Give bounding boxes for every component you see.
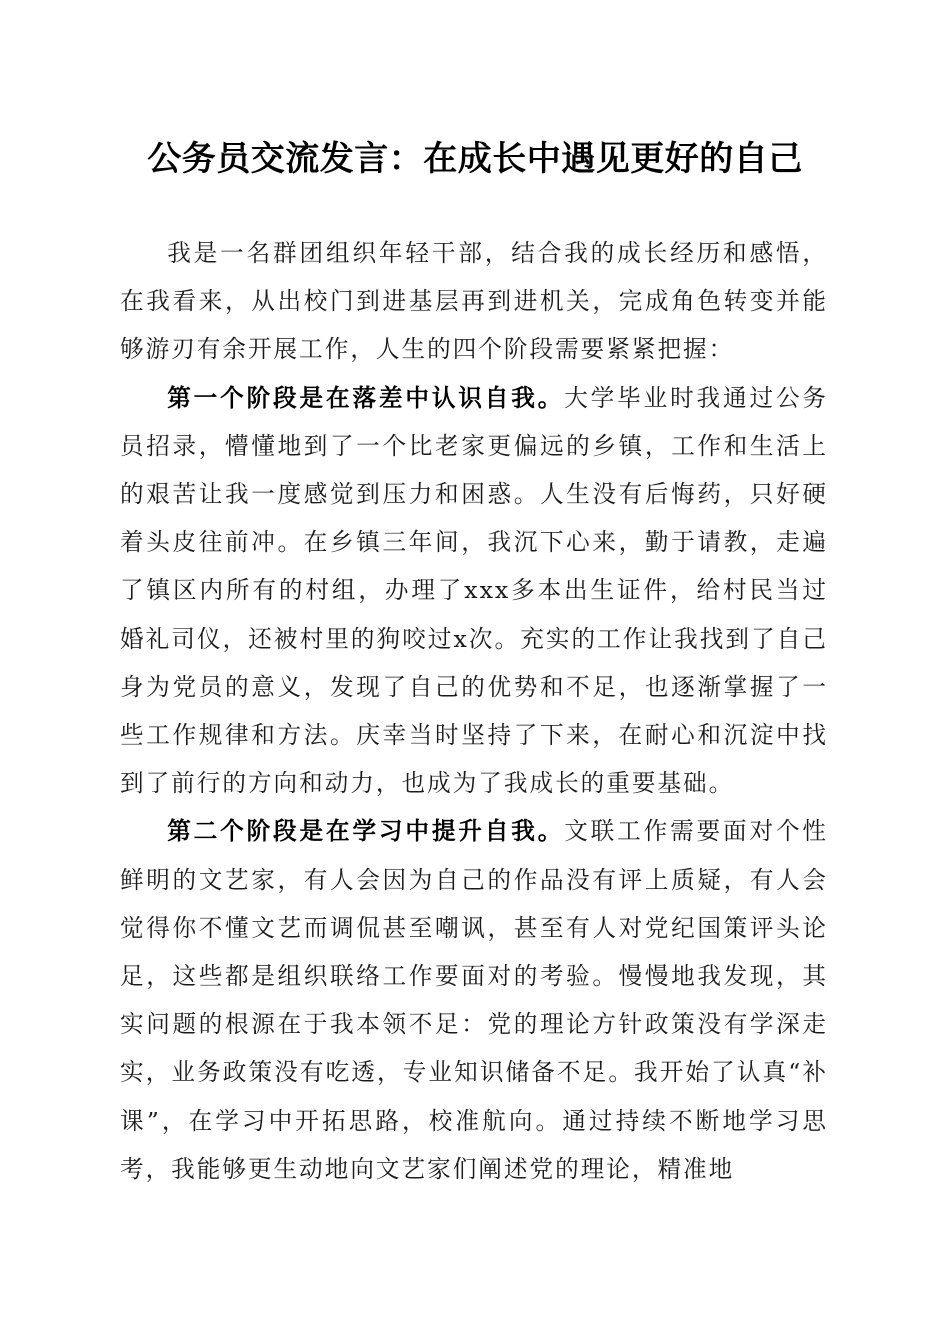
document-title: 公务员交流发言：在成长中遇见更好的自己 [147, 139, 803, 179]
document-body [120, 229, 828, 1193]
paragraph-stage-two [120, 807, 828, 1193]
paragraph-stage-one [120, 374, 828, 808]
paragraph-intro [120, 229, 828, 374]
paragraph-lead-heading: 第一个阶段是在落差中认识自我。 [167, 383, 565, 412]
paragraph-text: 大学毕业时我通过公务员招录，懵懂地到了一个比老家更偏远的乡镇，工作和生活上的艰苦让我一度感觉到压力和困惑。人生没有后悔药，只好硬着头皮往前冲。在乡镇三年间，我沉下心来，勤于请教，走遍了镇区内所有的村组，办理了xxx多本出生证件，给村民当过婚礼司仪，还被村里的狗咬过x次。充实的工作让我找到了自己身为党员的意义，发现了自己的优势和不足，也逐渐掌握了一些工作规律和方法。庆幸当时坚持了下来，在耐心和沉淀中找到了前行的方向和动力，也成为了我成长的重要基础。 [120, 383, 829, 798]
paragraph-text: 我是一名群团组织年轻干部，结合我的成长经历和感悟，在我看来，从出校门到进基层再到进机关，完成角色转变并能够游刃有余开展工作，人生的四个阶段需要紧紧把握： [120, 239, 828, 364]
paragraph-lead-heading: 第二个阶段是在学习中提升自我。 [167, 817, 565, 846]
paragraph-text: 文联工作需要面对个性鲜明的文艺家，有人会因为自己的作品没有评上质疑，有人会觉得你不懂文艺而调侃甚至嘲讽，甚至有人对党纪国策评头论足，这些都是组织联络工作要面对的考验。慢慢地我发现，其实问题的根源在于我本领不足：党的理论方针政策没有学深走实，业务政策没有吃透，专业知识储备不足。我开始了认真“补课”，在学习中开拓思路，校准航向。通过持续不断地学习思考，我能够更生动地向文艺家们阐述党的理论，精准地 [120, 817, 829, 1183]
